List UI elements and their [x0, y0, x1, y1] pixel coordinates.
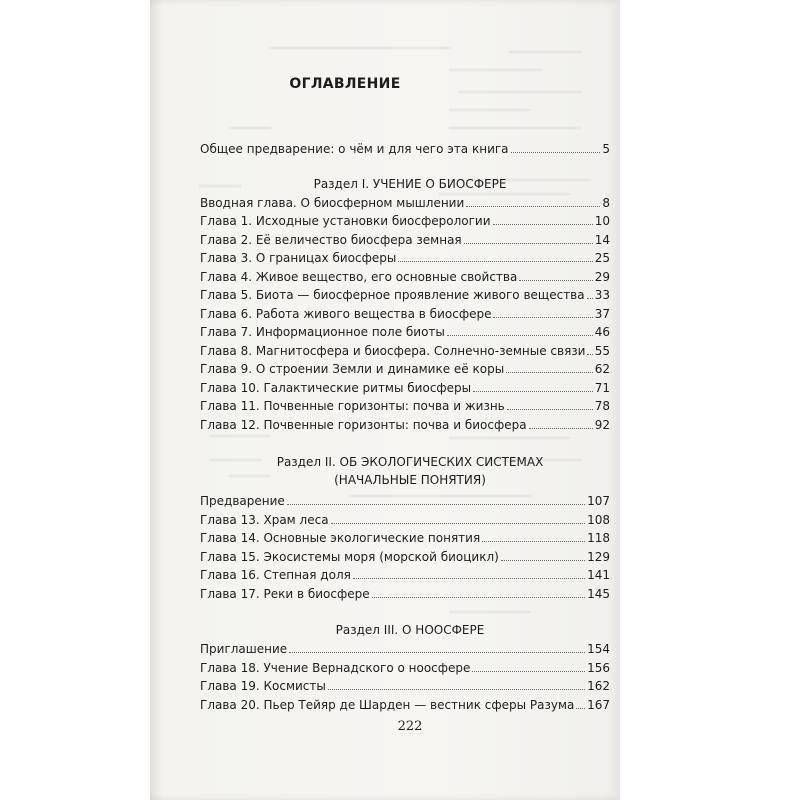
leader-dots — [331, 512, 586, 524]
toc-entry-page: 156 — [587, 661, 610, 675]
toc-entry — [200, 286, 610, 304]
leader-dots — [576, 697, 585, 709]
toc-entry-page: 62 — [594, 362, 610, 376]
toc-entry — [200, 511, 610, 529]
toc-entry-page: 29 — [594, 270, 610, 284]
leader-dots — [482, 530, 585, 542]
toc-entry — [200, 379, 610, 397]
toc-entry-text: Глава 4. Живое вещество, его основные свойства — [200, 270, 518, 284]
leader-dots — [447, 324, 593, 336]
toc-entry-page: 14 — [594, 233, 610, 247]
leader-dots — [287, 493, 585, 505]
toc-entry-page: 46 — [594, 325, 610, 339]
toc-entry-text: Глава 10. Галактические ритмы биосферы — [200, 381, 472, 395]
section-heading-subtitle: (НАЧАЛЬНЫЕ ПОНЯТИЯ) — [334, 473, 486, 487]
toc-entry-page: 25 — [594, 251, 610, 265]
toc-entry-text: Глава 11. Почвенные горизонты: почва и жизнь — [200, 399, 505, 413]
page-number: 222 — [397, 719, 423, 734]
toc-entry — [200, 342, 610, 360]
toc-entry-text: Глава 7. Информационное поле биоты — [200, 325, 445, 339]
toc-entry-page: 141 — [587, 568, 610, 582]
toc-entry-page: 10 — [594, 214, 610, 228]
toc-entry — [200, 212, 610, 230]
toc-entry — [200, 566, 610, 584]
toc-entry — [200, 416, 610, 434]
toc-entry-page: 145 — [587, 587, 610, 601]
toc-entry-page: 8 — [602, 196, 610, 210]
toc-entry-page: 162 — [587, 679, 610, 693]
toc-entry-page: 107 — [587, 494, 610, 508]
leader-dots — [493, 306, 592, 318]
toc-entry — [200, 249, 610, 267]
toc-entry-page: 71 — [594, 381, 610, 395]
toc-entry-page: 118 — [587, 531, 610, 545]
leader-dots — [289, 641, 585, 653]
toc-entry-text: Глава 2. Её величество биосфера земная — [200, 233, 462, 247]
toc-entry — [200, 323, 610, 341]
leader-dots — [466, 195, 600, 207]
toc-entry-text: Глава 1. Исходные установки биосферологии — [200, 214, 491, 228]
leader-dots — [511, 141, 601, 153]
toc-entry-text: Глава 3. О границах биосферы — [200, 251, 397, 265]
toc-entry-text: Общее предварение: о чём и для чего эта книга — [200, 142, 509, 156]
toc-entry-text: Вводная глава. О биосферном мышлении — [200, 196, 465, 210]
toc-entry-text: Глава 15. Экосистемы моря (морской биоцикл) — [200, 550, 499, 564]
toc-entry-text: Глава 16. Степная доля — [200, 568, 351, 582]
toc-entry — [200, 305, 610, 323]
leader-dots — [587, 287, 593, 299]
leader-dots — [587, 343, 592, 355]
toc-entry — [200, 548, 610, 566]
leader-dots — [529, 417, 593, 429]
toc-entry-text: Глава 8. Магнитосфера и биосфера. Солнечно-земные связи — [200, 344, 586, 358]
leader-dots — [507, 398, 593, 410]
book-page — [150, 0, 620, 800]
toc-entry-text: Глава 19. Космисты — [200, 679, 326, 693]
toc-entry — [200, 677, 610, 695]
leader-dots — [464, 232, 593, 244]
leader-dots — [493, 213, 593, 225]
toc-entry — [200, 231, 610, 249]
toc-entry-text: Глава 9. О строении Земли и динамике её коры — [200, 362, 505, 376]
toc-entry-page: 37 — [594, 307, 610, 321]
leader-dots — [372, 586, 585, 598]
toc-entry-page: 55 — [594, 344, 610, 358]
toc-entry-text: Глава 5. Биота — биосферное проявление живого вещества — [200, 288, 585, 302]
section-heading: Раздел III. О НООСФЕРЕ — [335, 623, 485, 637]
toc-entry — [200, 696, 610, 714]
toc-entry — [200, 492, 610, 510]
leader-dots — [501, 549, 585, 561]
toc-entry — [200, 529, 610, 547]
toc-entry — [200, 397, 610, 415]
toc-entry-text: Приглашение — [200, 642, 288, 656]
toc-entry — [200, 194, 610, 212]
leader-dots — [328, 678, 585, 690]
toc-entry-page: 108 — [587, 513, 610, 527]
toc-entry — [200, 268, 610, 286]
toc-entry — [200, 360, 610, 378]
toc-entry-text: Глава 12. Почвенные горизонты: почва и биосфера — [200, 418, 527, 432]
toc-entry-text: Глава 18. Учение Вернадского о ноосфере — [200, 661, 471, 675]
toc-entry — [200, 659, 610, 677]
toc-entry-page: 5 — [602, 142, 610, 156]
toc-entry — [200, 585, 610, 603]
section-heading: Раздел I. УЧЕНИЕ О БИОСФЕРЕ — [313, 177, 507, 191]
toc-entry-text: Предварение — [200, 494, 285, 508]
toc-entry-page: 129 — [587, 550, 610, 564]
toc-entry-text: Глава 13. Храм леса — [200, 513, 329, 527]
section-heading: Раздел II. ОБ ЭКОЛОГИЧЕСКИХ СИСТЕМАХ — [276, 455, 544, 469]
toc-entry-page: 154 — [587, 642, 610, 656]
toc-entry — [200, 640, 610, 658]
toc-title: ОГЛАВЛЕНИЕ — [289, 76, 401, 92]
toc-entry-page: 92 — [594, 418, 610, 432]
toc-entry-text: Глава 14. Основные экологические понятия — [200, 531, 481, 545]
toc-entry-text: Глава 17. Реки в биосфере — [200, 587, 370, 601]
leader-dots — [506, 361, 593, 373]
toc-entry-text: Глава 20. Пьер Тейяр де Шарден — вестник сферы Разума — [200, 698, 575, 712]
toc-entry-page: 78 — [594, 399, 610, 413]
toc-entry-page: 167 — [587, 698, 610, 712]
leader-dots — [519, 269, 592, 281]
toc-entry-preface — [200, 140, 610, 158]
toc-entry-page: 33 — [594, 288, 610, 302]
leader-dots — [473, 380, 593, 392]
leader-dots — [398, 250, 592, 262]
toc-entry-text: Глава 6. Работа живого вещества в биосфере — [200, 307, 492, 321]
leader-dots — [353, 567, 585, 579]
leader-dots — [472, 660, 585, 672]
